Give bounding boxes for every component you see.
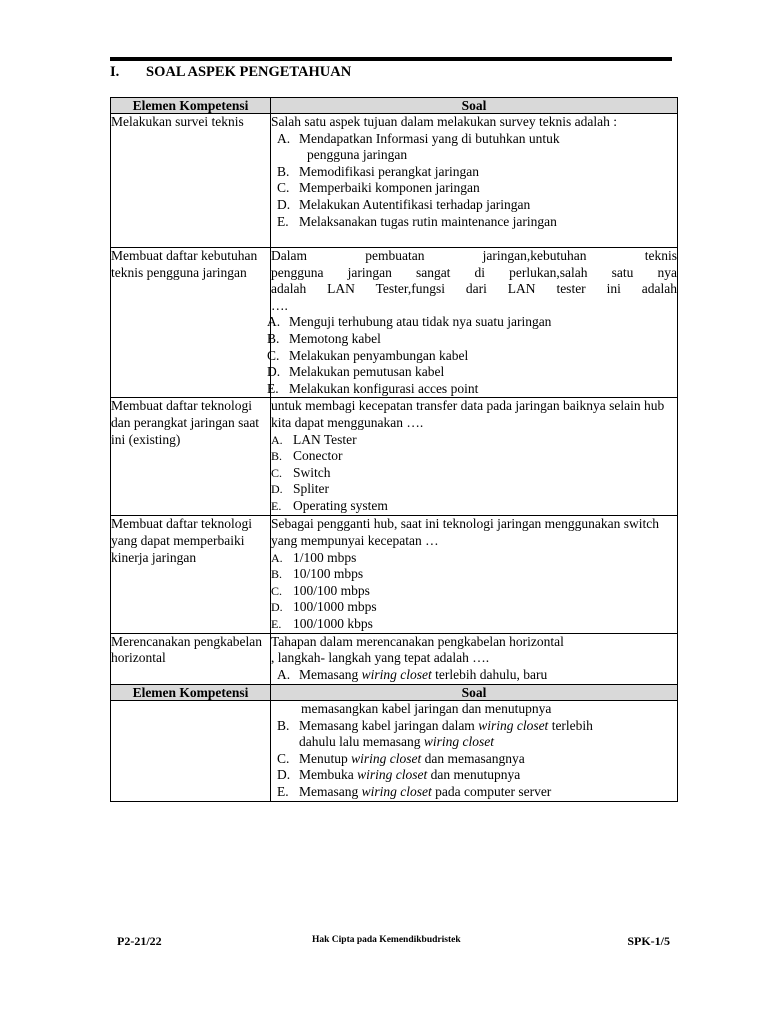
option-b: B. Memodifikasi perangkat jaringan [277,163,479,179]
table-row [111,248,678,398]
header-question: Soal [271,685,678,701]
competency-cell: Membuat daftar teknologi dan perangkat jaringan saat ini (existing) [111,398,271,516]
top-rule [110,57,672,61]
competency-cell [111,701,271,802]
competency-cell: Membuat daftar teknologi yang dapat memperbaiki kinerja jaringan [111,516,271,633]
option-e: E. Operating system [271,497,388,513]
question-cell [271,633,678,684]
option-a: A. Memasang wiring closet terlebih dahulu, baru [277,666,548,682]
option-b: B. Memotong kabel [267,330,381,346]
table-row [111,516,678,633]
option-c: C. Memperbaiki komponen jaringan [277,180,480,196]
option-a-rest: memasangkan kabel jaringan dan menutupnya [301,701,552,716]
table-row [111,398,678,516]
option-d: D. 100/1000 mbps [271,599,377,615]
question-line: Tahapan dalam merencanakan pengkabelan horizontal [271,633,564,649]
page-footer [110,934,670,950]
option-e: E. Melakukan konfigurasi acces point [267,380,479,396]
header-question: Soal [271,98,678,114]
footer-page-number: SPK-1/5 [627,934,670,948]
question-line: Dalam pembuatan jaringan,kebutuhan teknis [271,248,677,263]
options-list [271,667,677,684]
option-d: D. Melakukan Autentifikasi terhadap jaringan [277,196,531,212]
options-list [267,314,677,397]
competency-cell: Merencanakan pengkabelan horizontal [111,633,271,684]
question-cell [271,114,678,248]
question-line: pengguna jaringan sangat di perlukan,salah satu nya [271,264,677,280]
option-a-continuation: pengguna jaringan [307,147,408,163]
options-list [271,718,677,801]
question-end: …. [271,297,288,313]
option-e: E. 100/1000 kbps [271,615,373,631]
option-a: A. Menguji terhubung atau tidak nya suatu jaringan [267,314,552,330]
question-table-continued [110,684,678,802]
header-competency: Elemen Kompetensi [111,685,271,701]
table-row [111,633,678,684]
option-d: D. Membuka wiring closet dan menutupnya [277,767,521,783]
question-line: , langkah- langkah yang tepat adalah …. [271,650,490,666]
section-title: SOAL ASPEK PENGETAHUAN [146,64,352,80]
question-line: adalah LAN Tester,fungsi dari LAN tester ini adalah [271,281,677,297]
option-a: A. LAN Tester [271,431,357,447]
question-text: Salah satu aspek tujuan dalam melakukan survey teknis adalah : [271,114,618,129]
option-c: C. 100/100 mbps [271,582,370,598]
option-d: D. Melakukan pemutusan kabel [267,364,445,380]
option-e: E. Melaksanakan tugas rutin maintenance jaringan [277,213,557,229]
option-c: C. Melakukan penyambungan kabel [267,347,469,363]
section-number: I. [110,64,120,80]
option-e: E. Memasang wiring closet pada computer server [277,783,552,799]
question-cell [271,516,678,633]
option-b: B. Conector [271,448,343,464]
options-list [271,432,677,515]
table-row [111,701,678,802]
header-competency: Elemen Kompetensi [111,98,271,114]
option-b-line2: dahulu lalu memasang wiring closet [299,734,494,750]
footer-copyright: Hak Cipta pada Kemendikbudristek [312,935,461,945]
question-cell [267,248,678,398]
option-a: A. 1/100 mbps [271,549,357,565]
question-cell [271,398,678,516]
question-text: Sebagai pengganti hub, saat ini teknologi jaringan menggunakan switch yang mempunyai kecepatan … [271,516,660,548]
option-c: C. Switch [271,464,331,480]
competency-cell: Melakukan survei teknis [111,114,271,248]
option-b: B. Memasang kabel jaringan dalam wiring closet terlebih [277,717,593,733]
option-c: C. Menutup wiring closet dan memasangnya [277,750,525,766]
option-a: A. Mendapatkan Informasi yang di butuhkan untuk [277,130,560,146]
section-heading [110,64,351,81]
competency-cell: Membuat daftar kebutuhan teknis pengguna jaringan [111,248,271,398]
question-text: untuk membagi kecepatan transfer data pada jaringan baiknya selain hub kita dapat menggunakan …. [271,398,665,430]
footer-code: P2-21/22 [117,934,162,948]
table-row [111,114,678,248]
question-cell [271,701,678,802]
question-table [110,97,678,685]
options-list [271,550,677,633]
option-b: B. 10/100 mbps [271,566,364,582]
option-d: D. Spliter [271,481,329,497]
options-list [271,131,677,231]
